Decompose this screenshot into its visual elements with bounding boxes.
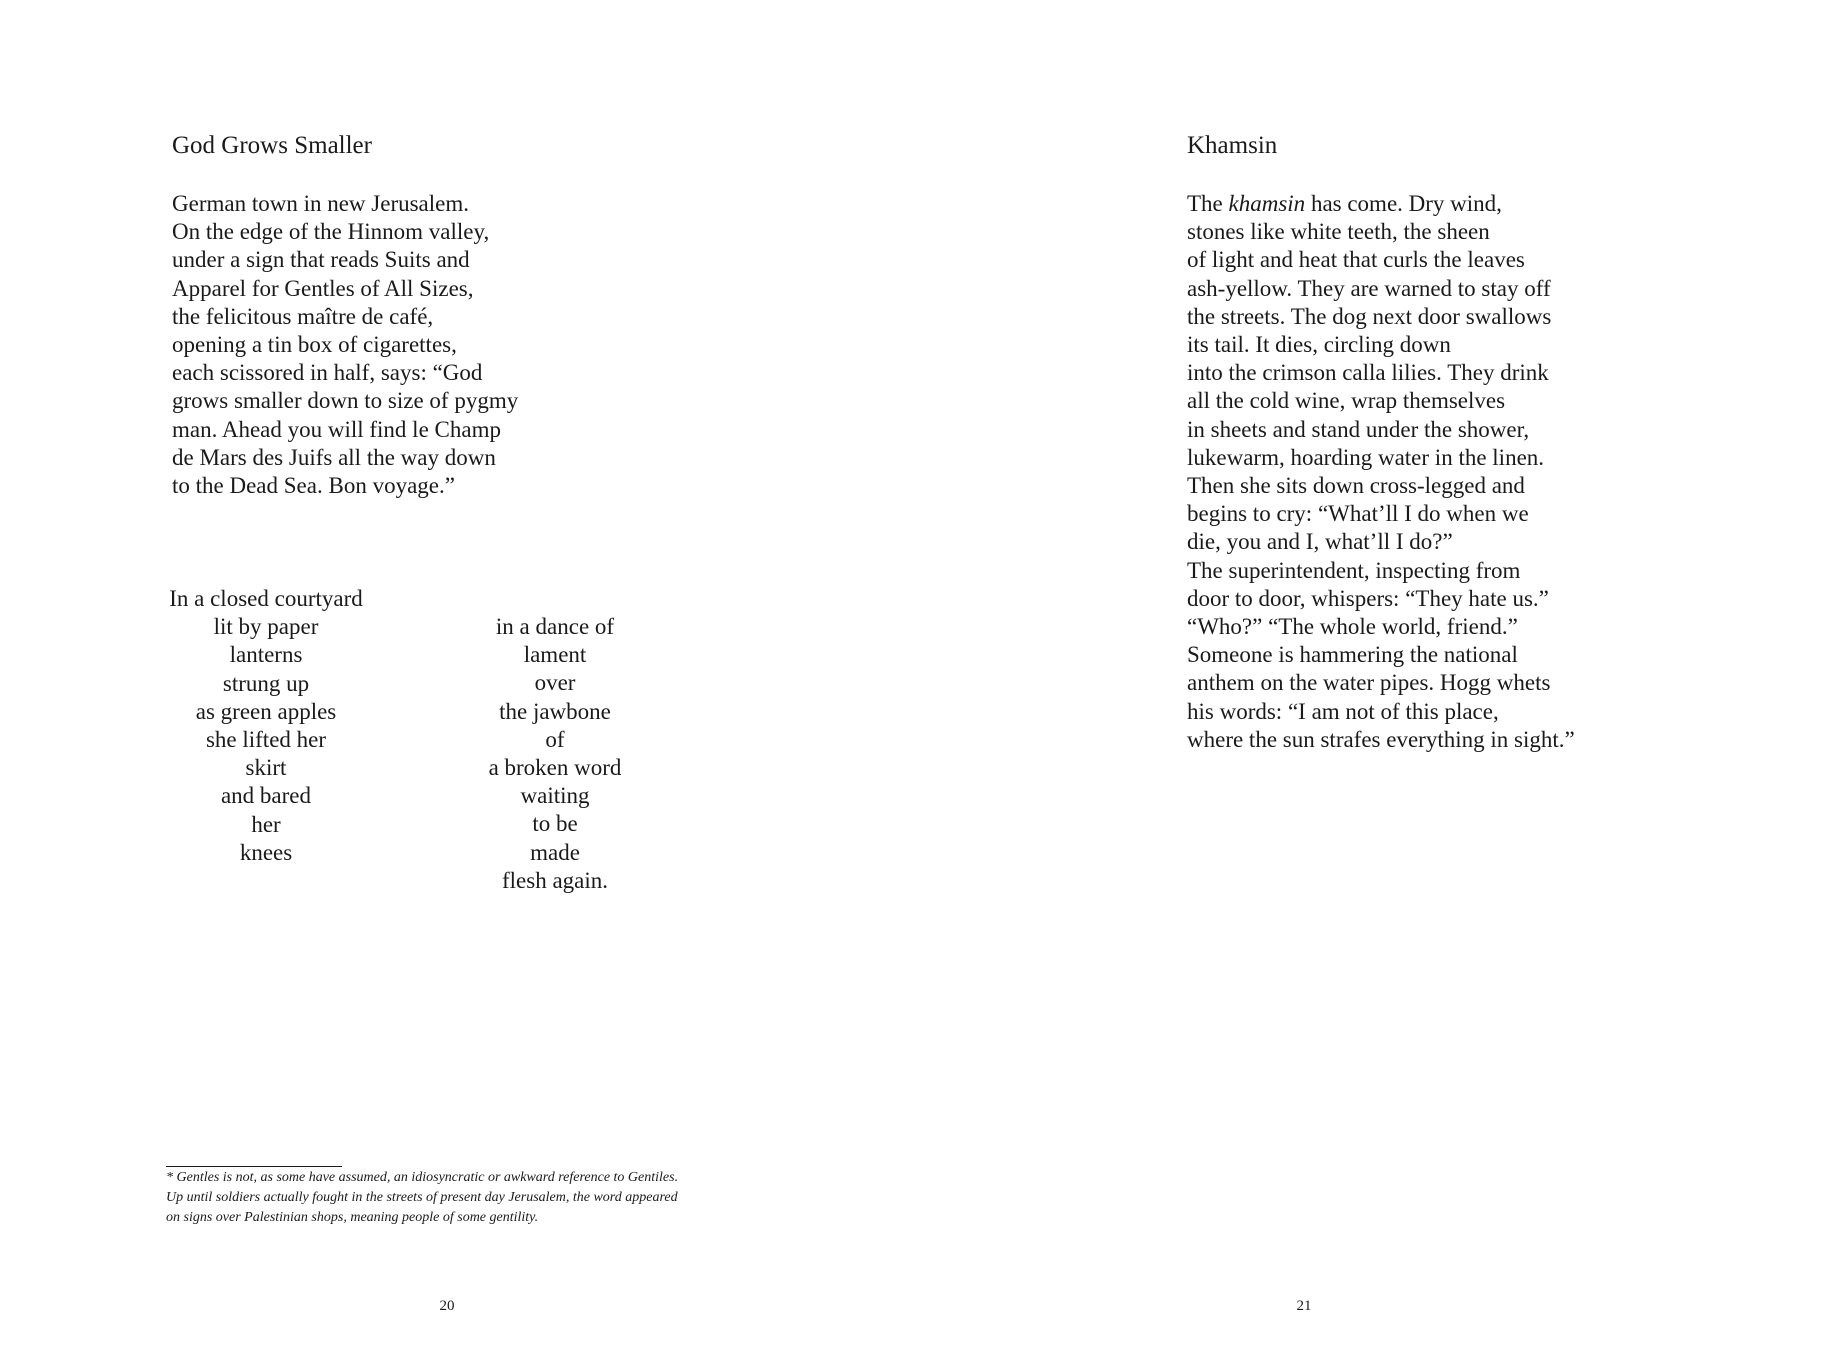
poem-line: die, you and I, what’ll I do?”: [1187, 529, 1453, 555]
poem-line: the jawbone: [499, 698, 611, 724]
poem-line: In a closed courtyard: [169, 586, 363, 611]
poem-line: to the Dead Sea. Bon voyage.”: [172, 473, 455, 499]
poem-line: lanterns: [229, 642, 303, 668]
poem-line: begins to cry: “What’ll I do when we: [1187, 501, 1529, 527]
italic-word: khamsin: [1228, 191, 1306, 216]
poem-line: skirt: [245, 755, 287, 781]
poem-line: over: [534, 670, 576, 696]
poem-line: her: [251, 811, 281, 837]
poem-line: ash-yellow. They are warned to stay off: [1187, 275, 1551, 301]
poem-line: as green apples: [195, 698, 337, 724]
poem-line: The superintendent, inspecting from: [1187, 557, 1521, 583]
poem-line: German town in new Jerusalem.: [172, 191, 470, 216]
poem-line: waiting: [520, 783, 590, 809]
footnote-divider: [166, 1166, 342, 1167]
poem-stanza: [172, 190, 518, 500]
page-number-left: 20: [439, 1298, 455, 1314]
poem-line: anthem on the water pipes. Hogg whets: [1187, 670, 1551, 696]
poem-line: lit by paper: [213, 614, 319, 640]
poem-column-left: [166, 585, 366, 867]
poem-line: under a sign that reads Suits and: [172, 247, 470, 273]
poem-title-khamsin: Khamsin: [1187, 132, 1278, 159]
poem-line: man. Ahead you will find le Champ: [172, 416, 501, 442]
poem-line: its tail. It dies, circling down: [1187, 332, 1451, 358]
footnote-line: * Gentles is not, as some have assumed, an idiosyncratic or awkward reference to Gentiles.: [166, 1170, 679, 1185]
poem-line: each scissored in half, says: “God: [172, 360, 483, 386]
poem-line: flesh again.: [501, 867, 608, 893]
first-line-start: The: [1187, 191, 1229, 216]
footnote-line: on signs over Palestinian shops, meaning people of some gentility.: [166, 1210, 539, 1225]
poem-line: his words: “I am not of this place,: [1187, 698, 1499, 724]
poem-line: door to door, whispers: “They hate us.”: [1187, 585, 1549, 611]
poem-line: On the edge of the Hinnom valley,: [172, 219, 490, 245]
poem-line: de Mars des Juifs all the way down: [172, 444, 496, 470]
poem-line: of light and heat that curls the leaves: [1187, 247, 1525, 273]
right-page: [913, 0, 1826, 1370]
poem-line: and bared: [220, 783, 312, 809]
poem-line: strung up: [222, 670, 310, 696]
poem-column-right: [455, 613, 655, 895]
footnote: [166, 1168, 678, 1228]
poem-line: “Who?” “The whole world, friend.”: [1187, 614, 1518, 640]
poem-first-line: [1187, 190, 1575, 218]
footnote-line: Up until soldiers actually fought in the streets of present day Jerusalem, the word appeared: [166, 1190, 678, 1205]
poem-line: a broken word: [488, 755, 622, 781]
poem-line: to be: [532, 811, 578, 837]
poem-line: lukewarm, hoarding water in the linen.: [1187, 444, 1545, 470]
poem-line: Then she sits down cross-legged and: [1187, 473, 1525, 499]
poem-line: of: [545, 726, 565, 752]
poem-line: in a dance of: [495, 614, 615, 639]
poem-line: grows smaller down to size of pygmy: [172, 388, 519, 414]
poem-line: lament: [523, 642, 587, 668]
poem-line: all the cold wine, wrap themselves: [1187, 388, 1506, 414]
poem-line: the felicitous maître de café,: [172, 303, 434, 329]
poem-line: in sheets and stand under the shower,: [1187, 416, 1530, 442]
poem-line: into the crimson calla lilies. They drink: [1187, 360, 1549, 386]
poem-line: stones like white teeth, the sheen: [1187, 219, 1490, 245]
poem-line: made: [530, 839, 580, 865]
poem-line: opening a tin box of cigarettes,: [172, 332, 457, 358]
poem-line: knees: [239, 839, 293, 865]
poem-line: Apparel for Gentles of All Sizes,: [172, 275, 474, 301]
poem-stanza: [1187, 190, 1575, 754]
poem-line: Someone is hammering the national: [1187, 642, 1518, 668]
poem-line: she lifted her: [205, 727, 327, 753]
first-line-end: has come. Dry wind,: [1305, 191, 1502, 216]
page-number-right: 21: [1296, 1298, 1312, 1314]
poem-title-god-grows-smaller: God Grows Smaller: [172, 132, 372, 159]
poem-line: where the sun strafes everything in sight.”: [1187, 726, 1575, 752]
poem-line: the streets. The dog next door swallows: [1187, 303, 1552, 329]
